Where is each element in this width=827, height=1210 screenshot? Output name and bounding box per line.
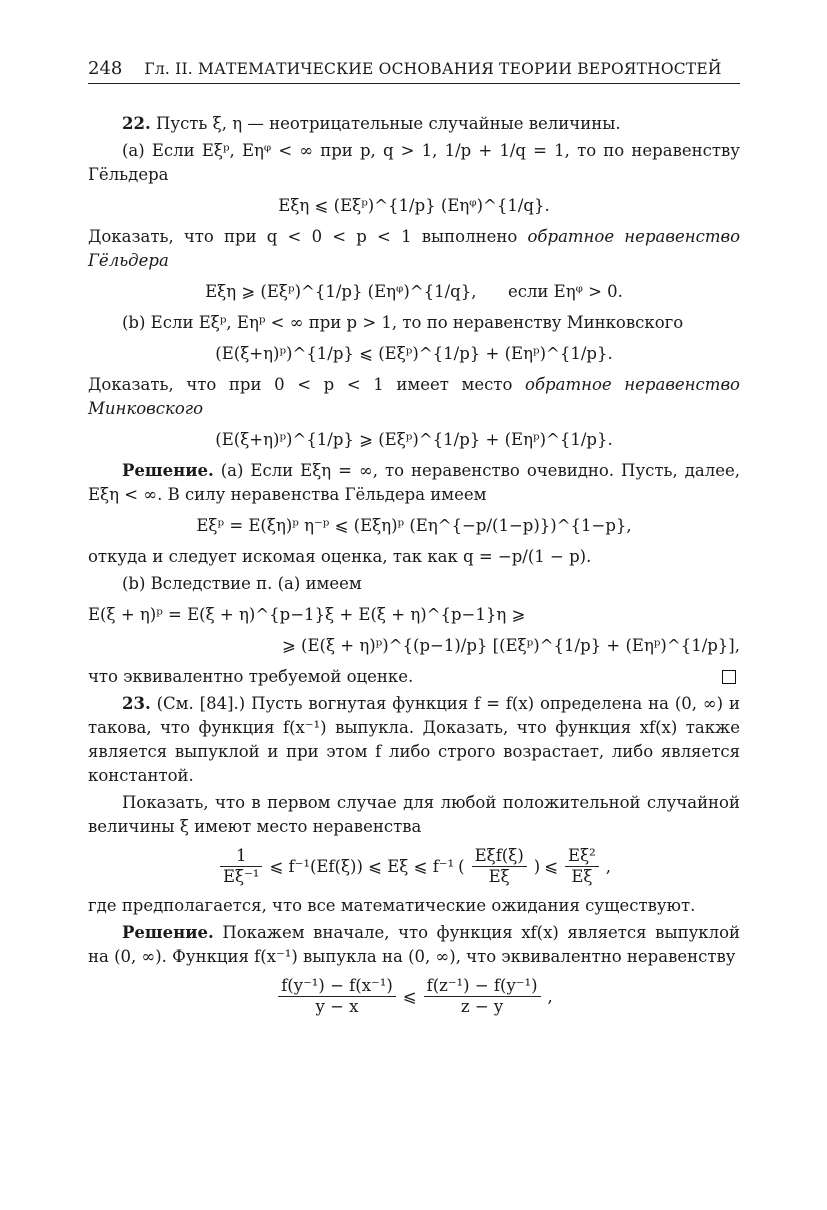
problem-23-inequality-chain (88, 846, 740, 887)
solution-23 (88, 921, 740, 969)
problem-23 (88, 692, 740, 788)
solution-22-a (88, 459, 740, 507)
solution-23-label: Решение. (122, 923, 214, 942)
problem-22-intro (88, 112, 740, 136)
reverse-holder-condition: если Eηᵠ > 0. (507, 282, 623, 301)
problem-22-prove-b (88, 373, 740, 421)
equation-minkowski: (E(ξ+η)ᵖ)^{1/p} ⩽ (Eξᵖ)^{1/p} + (Eηᵖ)^{1/p}. (215, 344, 613, 363)
frac2-denominator: Eξ (488, 867, 510, 886)
solution-22-b: (b) Вследствие п. (a) имеем (122, 574, 362, 593)
fraction-one-over-expectation (220, 846, 262, 887)
frac3-denominator: Eξ (571, 867, 593, 886)
problem-23-text: (См. [84].) Пусть вогнутая функция f = f(x) определена на (0, ∞) и такова, что функция f(x⁻¹) выпукла. Доказать, что функция xf(x) также является выпуклой и при этом f либо строго возрастает, либо является константой. (88, 694, 740, 785)
solution-22-a-text: (a) Если Eξη = ∞, то неравенство очевидно. Пусть, далее, Eξη < ∞. В силу неравенства Гёльдера имеем (88, 461, 740, 504)
running-header (88, 58, 740, 84)
left-slope-denominator: y − x (315, 997, 359, 1016)
problem-23-text3: где предполагается, что все математические ожидания существуют. (88, 896, 696, 915)
problem-22-b: (b) Если Eξᵖ, Eηᵖ < ∞ при p > 1, то по неравенству Минковского (122, 313, 684, 332)
reverse-holder-formula: Eξη ⩾ (Eξᵖ)^{1/p} (Eηᵠ)^{1/q}, (205, 282, 477, 301)
equation-reverse-minkowski: (E(ξ+η)ᵖ)^{1/p} ⩾ (Eξᵖ)^{1/p} + (Eηᵖ)^{1/p}. (215, 430, 613, 449)
fraction-exi-f (472, 846, 527, 887)
qed-square-icon (722, 670, 736, 684)
frac2-numerator: Eξf(ξ) (472, 846, 527, 867)
prove-a-emphasis: обратное неравенство Гёльдера (88, 227, 741, 270)
solution-22-label: Решение. (122, 461, 214, 480)
problem-22-prove-a (88, 225, 740, 273)
problem-22-a: (a) Если Eξᵖ, Eηᵠ < ∞ при p, q > 1, 1/p + 1/q = 1, то по неравенству Гёльдера (88, 141, 740, 184)
equation-holder: Eξη ⩽ (Eξᵖ)^{1/p} (Eηᵠ)^{1/q}. (278, 196, 550, 215)
solution-22-eq2-line2: ⩾ (E(ξ + η)ᵖ)^{(p−1)/p} [(Eξᵖ)^{1/p} + (Eηᵖ)^{1/p}], (281, 636, 740, 655)
inequality-le: ⩽ (544, 856, 559, 876)
left-slope-numerator: f(y⁻¹) − f(x⁻¹) (278, 976, 396, 997)
paren-open: ( (458, 856, 465, 876)
convexity-tail: , (547, 986, 553, 1006)
frac3-numerator: Eξ² (565, 846, 599, 867)
equation-reverse-holder (88, 280, 740, 304)
prove-b-text: Доказать, что при 0 < p < 1 имеет место (88, 375, 513, 394)
solution-22-eq2-line1: E(ξ + η)ᵖ = E(ξ + η)^{p−1}ξ + E(ξ + η)^{p−1}η ⩾ (88, 605, 526, 624)
problem-23-number: 23. (122, 694, 151, 713)
problem-22-intro-text: Пусть ξ, η — неотрицательные случайные величины. (155, 114, 621, 133)
problem-23-text2: Показать, что в первом случае для любой положительной случайной величины ξ имеют место неравенства (88, 793, 740, 836)
running-title: Гл. II. МАТЕМАТИЧЕСКИЕ ОСНОВАНИЯ ТЕОРИИ ВЕРОЯТНОСТЕЙ (144, 60, 722, 78)
solution-23-text: Покажем вначале, что функция xf(x) является выпуклой на (0, ∞). Функция f(x⁻¹) выпукла на (0, ∞), что эквивалентно неравенству (88, 923, 741, 966)
solution-22-eq1: Eξᵖ = E(ξη)ᵖ η⁻ᵖ ⩽ (Eξη)ᵖ (Eη^{−p/(1−p)})^{1−p}, (196, 516, 632, 535)
fraction-second-moment (565, 846, 599, 887)
prove-b-emphasis: обратное неравенство Минковского (88, 375, 740, 418)
convexity-le: ⩽ (402, 986, 417, 1006)
solution-22-after-eq1: откуда и следует искомая оценка, так как q = −p/(1 − p). (88, 547, 592, 566)
fraction-right-slope (424, 976, 541, 1017)
solution-23-convexity-inequality (88, 976, 740, 1017)
paren-close: ) (533, 856, 541, 876)
solution-22-conclusion: что эквивалентно требуемой оценке. (88, 667, 414, 686)
inequality-middle: ⩽ f⁻¹(Ef(ξ)) ⩽ Eξ ⩽ f⁻¹ (269, 856, 455, 876)
page-number: 248 (88, 58, 123, 79)
problem-22-number: 22. (122, 114, 151, 133)
right-slope-numerator: f(z⁻¹) − f(y⁻¹) (424, 976, 541, 997)
solution-22-conclusion-row (88, 665, 740, 689)
fraction-left-slope (278, 976, 396, 1017)
right-slope-denominator: z − y (460, 997, 504, 1016)
page-body (88, 112, 740, 1024)
frac1-numerator: 1 (220, 846, 262, 867)
prove-a-text: Доказать, что при q < 0 < p < 1 выполнено (88, 227, 518, 246)
inequality-tail: , (605, 856, 612, 876)
frac1-denominator: Eξ⁻¹ (222, 867, 260, 886)
